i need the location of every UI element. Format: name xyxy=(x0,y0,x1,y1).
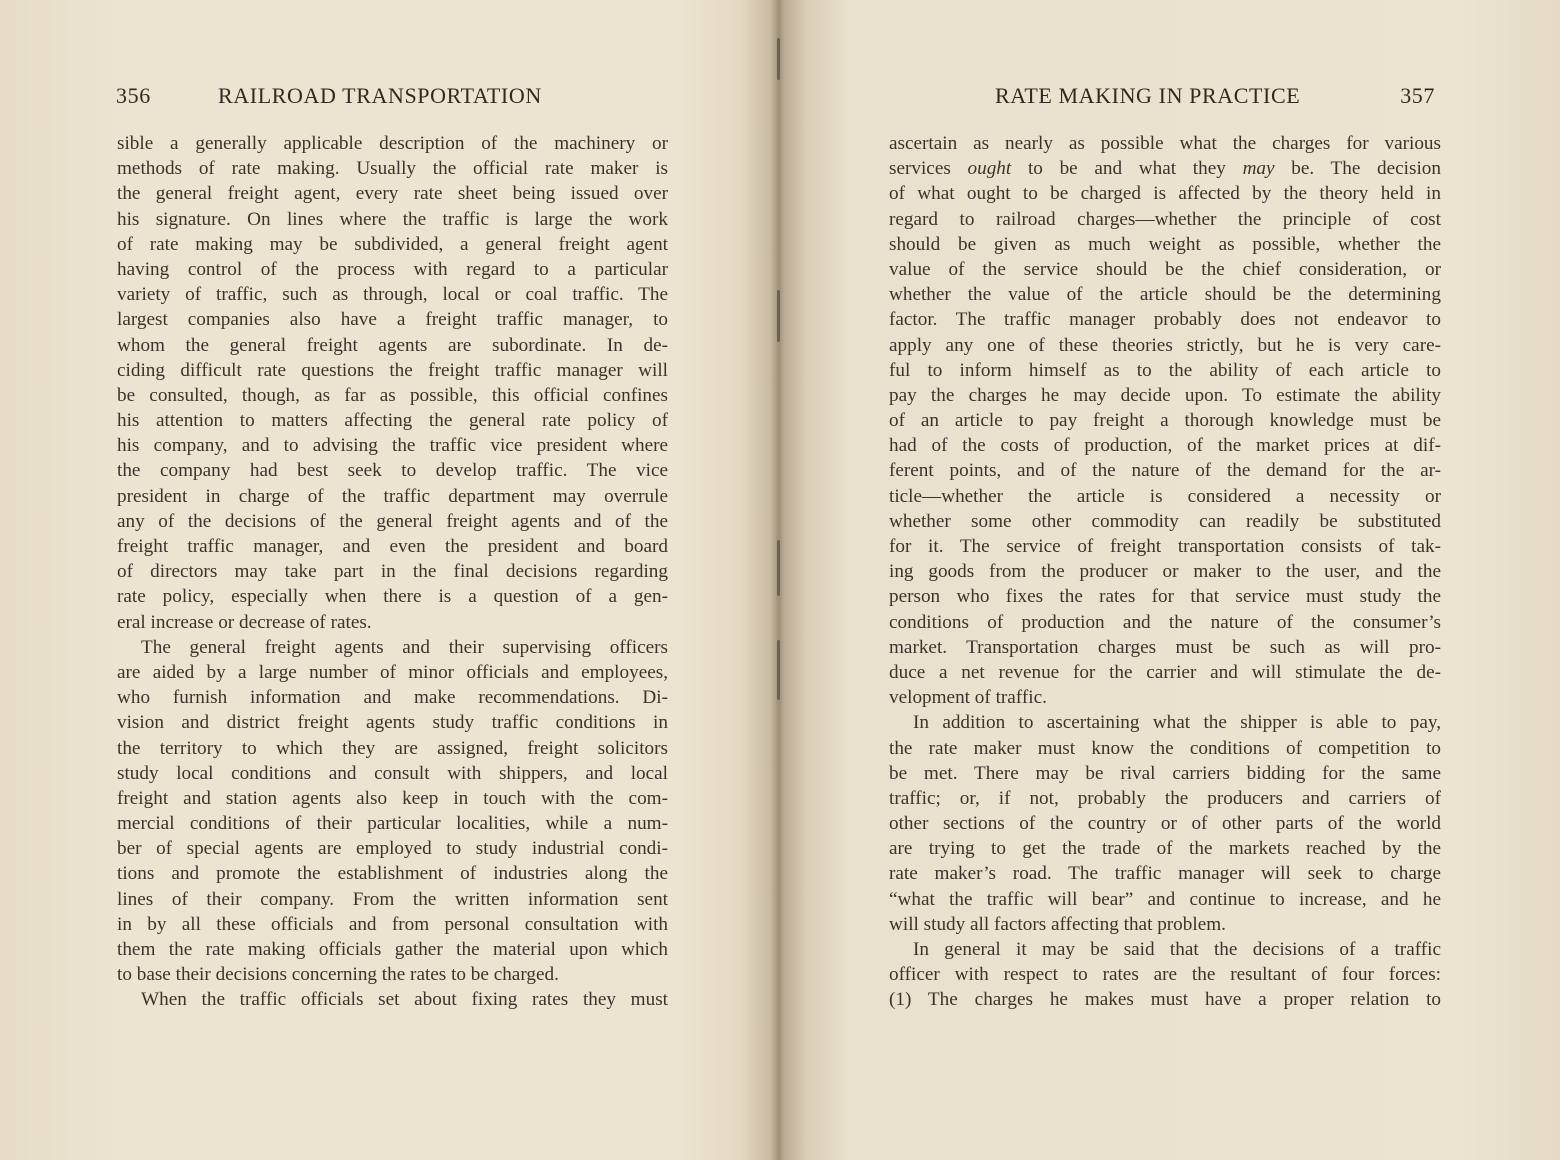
text-line: rate policy, especially when there is a question of a gen- xyxy=(117,586,668,608)
text-line: traffic; or, if not, probably the producers and carriers of xyxy=(889,787,1441,809)
text-line: president in charge of the traffic department may overrule xyxy=(117,485,668,507)
text-line: of an article to pay freight a thorough knowledge must be xyxy=(889,410,1441,432)
text-line: apply any one of these theories strictly, but he is very care- xyxy=(889,334,1441,356)
text-line: having control of the process with regard to a particular xyxy=(117,258,668,280)
text-line: whom the general freight agents are subordinate. In de- xyxy=(117,334,668,356)
text-line: to base their decisions concerning the rates to be charged. xyxy=(117,964,559,986)
text-line: other sections of the country or of other parts of the world xyxy=(889,813,1441,835)
left-page xyxy=(0,0,778,1160)
text-line: methods of rate making. Usually the official rate maker is xyxy=(117,158,668,180)
page-number-left: 356 xyxy=(116,83,151,108)
text-line: vision and district freight agents study traffic conditions in xyxy=(117,712,668,734)
binding-thread xyxy=(777,540,780,596)
right-text-column xyxy=(889,131,1441,1013)
text-line: person who fixes the rates for that service must study the xyxy=(889,586,1441,608)
text-line: rate maker’s road. The traffic manager will seek to charge xyxy=(889,863,1441,885)
text-line: When the traffic officials set about fixing rates they must xyxy=(141,989,668,1011)
page-number-right: 357 xyxy=(1400,83,1435,108)
text-line: of rate making may be subdivided, a general freight agent xyxy=(117,233,668,255)
text-line: them the rate making officials gather the material upon which xyxy=(117,939,668,960)
left-text-column xyxy=(117,131,668,1013)
text-line: duce a net revenue for the carrier and will stimulate the de- xyxy=(889,661,1441,683)
text-line: the company had best seek to develop traffic. The vice xyxy=(117,460,668,482)
binding-thread xyxy=(777,290,780,342)
text-line: should be given as much weight as possible, whether the xyxy=(889,233,1441,255)
text-line: his signature. On lines where the traffic is large the work xyxy=(117,208,668,230)
text-line: be met. There may be rival carriers bidding for the same xyxy=(889,762,1441,784)
binding-thread xyxy=(777,640,780,700)
text-line: variety of traffic, such as through, local or coal traffic. The xyxy=(117,284,668,306)
text-line: pay the charges he may decide upon. To estimate the ability xyxy=(889,384,1441,406)
text-line: will study all factors affecting that problem. xyxy=(889,913,1226,935)
text-line: are aided by a large number of minor officials and employees, xyxy=(117,661,668,683)
text-line: ber of special agents are employed to study industrial condi- xyxy=(117,838,668,860)
text-line: eral increase or decrease of rates. xyxy=(117,611,372,633)
text-line: whether the value of the article should be the determining xyxy=(889,284,1441,306)
text-line: conditions of production and the nature of the consumer’s xyxy=(889,611,1441,633)
text-line: be consulted, though, as far as possible, this official confines xyxy=(117,384,668,406)
text-line: his attention to matters affecting the general rate policy of xyxy=(117,410,668,432)
text-line: in by all these officials and from personal consultation with xyxy=(117,913,668,935)
text-line: who furnish information and make recommendations. Di- xyxy=(117,687,668,709)
text-line: the general freight agent, every rate sheet being issued over xyxy=(117,183,668,205)
text-line: ful to inform himself as to the ability of each article to xyxy=(889,359,1441,381)
text-line: lines of their company. From the written information sent xyxy=(117,888,668,910)
running-head-left xyxy=(116,83,672,113)
text-line: factor. The traffic manager probably does not endeavor to xyxy=(889,309,1441,331)
text-line: regard to railroad charges—whether the principle of cost xyxy=(889,208,1441,230)
text-line: “what the traffic will bear” and continue to increase, and he xyxy=(889,888,1441,910)
text-line: are trying to get the trade of the markets reached by the xyxy=(889,838,1441,860)
text-line: ing goods from the producer or maker to the user, and the xyxy=(889,561,1441,583)
text-line: study local conditions and consult with shippers, and local xyxy=(117,762,668,784)
text-line: ciding difficult rate questions the freight traffic manager will xyxy=(117,359,668,381)
text-line: the territory to which they are assigned, freight solicitors xyxy=(117,737,668,759)
text-line: mercial conditions of their particular localities, while a num- xyxy=(117,813,668,835)
running-head-right xyxy=(995,83,1435,113)
text-line: largest companies also have a freight traffic manager, to xyxy=(117,309,668,331)
italic-word: ought xyxy=(967,158,1012,180)
text-fragment: be. The decision xyxy=(1274,158,1441,180)
right-page xyxy=(782,0,1560,1160)
text-line xyxy=(889,156,1441,181)
text-line: The general freight agents and their supervising officers xyxy=(141,636,668,658)
text-line: ascertain as nearly as possible what the charges for various xyxy=(889,133,1441,154)
text-line: velopment of traffic. xyxy=(889,687,1047,709)
text-line: his company, and to advising the traffic vice president where xyxy=(117,435,668,457)
text-line: freight and station agents also keep in touch with the com- xyxy=(117,787,668,809)
text-line: (1) The charges he makes must have a proper relation to xyxy=(889,989,1441,1011)
text-line: In general it may be said that the decisions of a traffic xyxy=(913,939,1441,960)
text-fragment: services xyxy=(889,158,968,180)
text-line: whether some other commodity can readily be substituted xyxy=(889,510,1441,532)
running-head-title-right: RATE MAKING IN PRACTICE xyxy=(995,83,1301,108)
text-line: sible a generally applicable description of the machinery or xyxy=(117,133,668,154)
text-line: freight traffic manager, and even the president and board xyxy=(117,536,668,557)
text-line: market. Transportation charges must be such as will pro- xyxy=(889,636,1441,658)
text-line: value of the service should be the chief consideration, or xyxy=(889,258,1441,280)
text-line: officer with respect to rates are the resultant of four forces: xyxy=(889,964,1441,986)
text-line: any of the decisions of the general freight agents and of the xyxy=(117,510,668,532)
text-fragment: to be and what they xyxy=(1011,158,1243,180)
text-line: In addition to ascertaining what the shipper is able to pay, xyxy=(913,712,1441,734)
text-line: the rate maker must know the conditions of competition to xyxy=(889,737,1441,759)
text-line: for it. The service of freight transportation consists of tak- xyxy=(889,536,1441,557)
text-line: had of the costs of production, of the market prices at dif- xyxy=(889,435,1441,457)
text-line: tions and promote the establishment of industries along the xyxy=(117,863,668,885)
text-line: of directors may take part in the final decisions regarding xyxy=(117,561,668,583)
italic-word: may xyxy=(1242,158,1275,180)
text-line: of what ought to be charged is affected by the theory held in xyxy=(889,183,1441,205)
text-line: ticle—whether the article is considered a necessity or xyxy=(889,485,1441,507)
binding-thread xyxy=(777,38,780,80)
running-head-title-left: RAILROAD TRANSPORTATION xyxy=(218,83,542,108)
text-line: ferent points, and of the nature of the demand for the ar- xyxy=(889,460,1441,482)
